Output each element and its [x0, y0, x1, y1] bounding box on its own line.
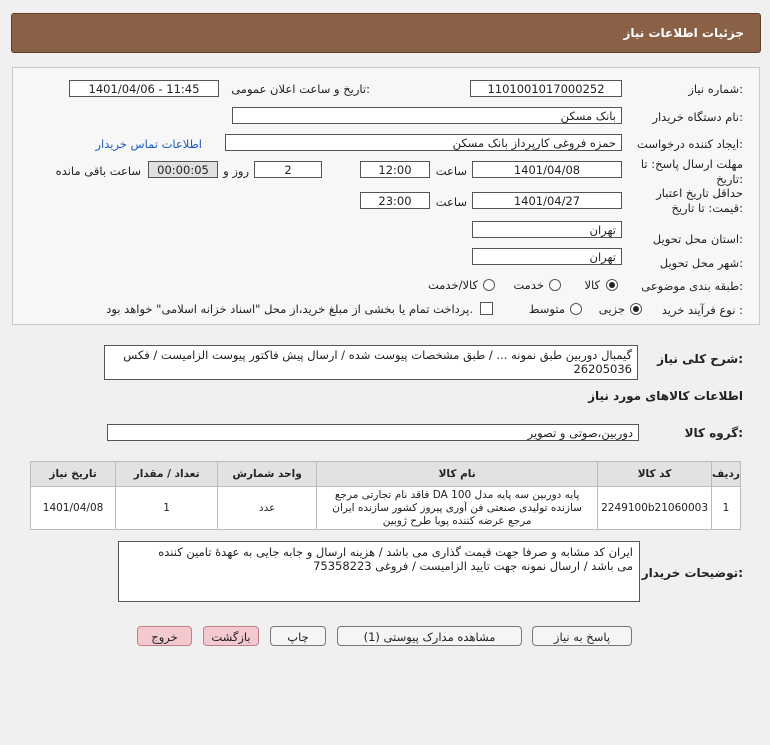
cell-qty: 1: [116, 487, 218, 530]
reply-deadline-label: مهلت ارسال پاسخ: تا: [640, 157, 743, 171]
creator-label: ایجاد کننده درخواست:: [637, 137, 743, 151]
buyer-notes-text: [118, 541, 640, 602]
contact-info-link[interactable]: اطلاعات تماس خریدار: [95, 137, 202, 151]
reply-button[interactable]: پاسخ به نیاز: [532, 626, 632, 646]
cell-name-line-3: مرجع عرضه کننده پویا طرح ژوبین: [382, 514, 532, 527]
days-label: روز و: [223, 164, 249, 178]
validity-time-label: ساعت: [435, 195, 467, 209]
back-button[interactable]: بازگشت: [203, 626, 259, 646]
summary-text: [104, 345, 638, 380]
buyer-org-field: بانک مسکن: [232, 107, 622, 124]
reply-time-label: ساعت: [435, 164, 467, 178]
process-label: نوع فرآیند خرید :: [661, 303, 743, 317]
buyer-notes-label: توضیحات خریدار:: [641, 566, 743, 580]
category-service-radio[interactable]: [549, 279, 561, 291]
announce-field: 1401/04/06 - 11:45: [69, 80, 219, 97]
process-partial-label: جزیی: [598, 302, 625, 316]
remaining-time-field: 00:00:05: [148, 161, 218, 178]
print-button[interactable]: چاپ: [270, 626, 326, 646]
goods-group-label: گروه کالا:: [684, 426, 743, 440]
cell-unit: عدد: [218, 487, 317, 530]
buyer-org-label: نام دستگاه خریدار:: [652, 110, 743, 124]
cell-row: 1: [712, 487, 741, 530]
buyer-notes-line-2: می باشد / ارسال نمونه جهت تایید الزامیست / فروغی 75358223: [313, 559, 633, 573]
reply-deadline-label-2: تاریخ:: [716, 172, 743, 186]
cell-name-line-2: سازنده تولیدی صنعتی فن آوری پیروز کشور سازنده ایران: [332, 501, 582, 514]
category-both-label: کالا/خدمت: [427, 278, 478, 292]
validity-date-field: 1401/04/27: [472, 192, 622, 209]
page-title: جزئیات اطلاعات نیاز: [623, 26, 744, 40]
goods-table: [30, 461, 741, 530]
table-row: [31, 487, 741, 530]
treasury-payment-checkbox[interactable]: [480, 302, 493, 315]
col-qty: تعداد / مقدار: [116, 462, 218, 487]
process-medium-label: متوسط: [528, 302, 565, 316]
page-header: [11, 13, 761, 53]
process-partial-radio[interactable]: [630, 303, 642, 315]
category-goods-radio[interactable]: [606, 279, 618, 291]
need-number-label: شماره نیاز:: [688, 82, 743, 96]
process-medium-radio[interactable]: [570, 303, 582, 315]
goods-section-title: اطلاعات کالاهای مورد نیاز: [588, 389, 743, 403]
summary-line-2: 26205036: [573, 362, 632, 376]
creator-field: حمزه فروغی کارپرداز بانک مسکن: [225, 134, 622, 151]
exit-button[interactable]: خروج: [137, 626, 192, 646]
treasury-payment-note: پرداخت تمام یا بخشی از مبلغ خرید،از محل "اسناد خزانه اسلامی" خواهد بود.: [106, 302, 473, 316]
need-number-field: 1101001017000252: [470, 80, 622, 97]
summary-label: شرح کلی نیاز:: [657, 352, 743, 366]
view-attachments-button[interactable]: مشاهده مدارک پیوستی (1): [337, 626, 522, 646]
province-field: تهران: [472, 221, 622, 238]
cell-name-line-1: پایه دوربین سه پایه مدل DA 100 فاقد نام تجارتی مرجع: [334, 488, 580, 501]
summary-line-1: گیمبال دوربین طبق نمونه ... / طبق مشخصات پیوست شده / ارسال پیش فاکتور پیوست الزامیست / فکس: [123, 348, 632, 362]
category-goods-label: کالا: [584, 278, 600, 292]
city-label: شهر محل تحویل:: [659, 256, 743, 270]
col-unit: واحد شمارش: [218, 462, 317, 487]
category-service-label: خدمت: [513, 278, 544, 292]
category-both-radio[interactable]: [483, 279, 495, 291]
days-field: 2: [254, 161, 322, 178]
province-label: استان محل تحویل:: [652, 232, 743, 246]
col-code: کد کالا: [598, 462, 712, 487]
col-name: نام کالا: [317, 462, 598, 487]
validity-time-field: 23:00: [360, 192, 430, 209]
remaining-label: ساعت باقی مانده: [55, 164, 141, 178]
validity-label: حداقل تاریخ اعتبار: [656, 186, 743, 200]
reply-date-field: 1401/04/08: [472, 161, 622, 178]
validity-label-2: قیمت: تا تاریخ:: [671, 201, 743, 215]
cell-date: 1401/04/08: [31, 487, 116, 530]
announce-label: تاریخ و ساعت اعلان عمومی:: [231, 82, 370, 96]
category-label: طبقه بندی موضوعی:: [641, 279, 743, 293]
goods-group-field: دوربین،صوتی و تصویر: [107, 424, 639, 441]
cell-name: [317, 487, 598, 530]
reply-time-field: 12:00: [360, 161, 430, 178]
cell-code: 2249100b21060003: [598, 487, 712, 530]
col-date: تاریخ نیاز: [31, 462, 116, 487]
buyer-notes-line-1: ایران کد مشابه و صرفا جهت قیمت گذاری می باشد / هزینه ارسال و جابه جایی به عهدۀ تامین کننده: [158, 545, 633, 559]
col-row: ردیف: [712, 462, 741, 487]
city-field: تهران: [472, 248, 622, 265]
